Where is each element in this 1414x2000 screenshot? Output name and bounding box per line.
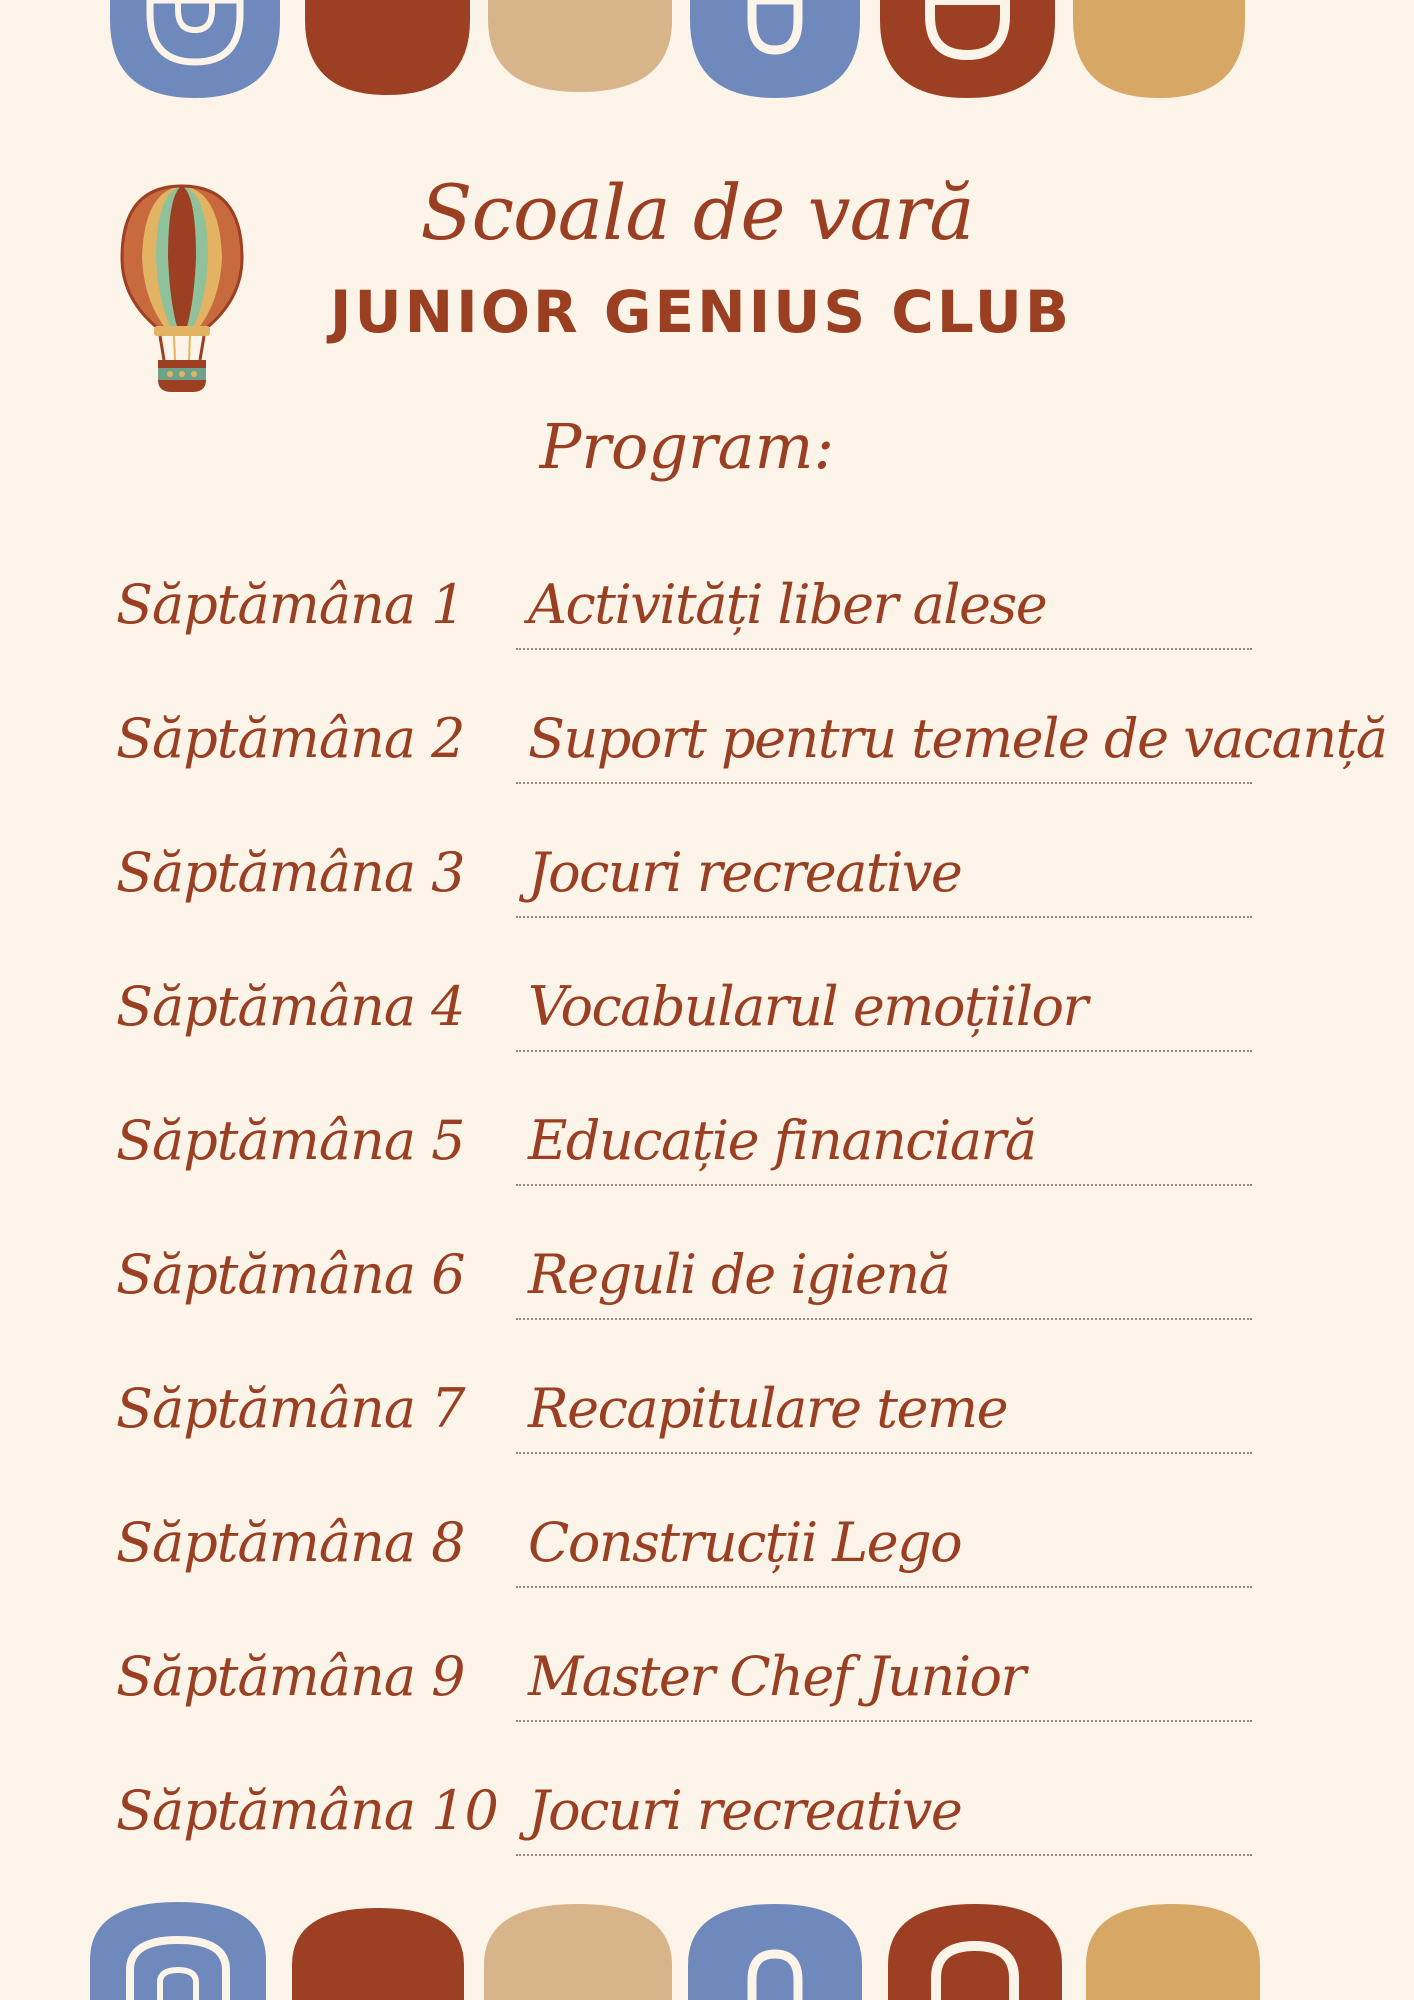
activity-label: Activități liber alese bbox=[528, 573, 1047, 636]
program-heading: Program: bbox=[539, 410, 835, 483]
activity-label: Recapitulare teme bbox=[528, 1377, 1008, 1440]
dotted-divider bbox=[516, 1720, 1252, 1722]
week-label: Săptămâna 1 bbox=[116, 573, 465, 636]
schedule-row bbox=[0, 704, 1414, 784]
schedule-row bbox=[0, 1374, 1414, 1454]
bottom-decorative-border bbox=[0, 1870, 1414, 2000]
rust-semicircle-shape bbox=[305, 0, 470, 95]
mustard-semicircle-shape bbox=[1073, 0, 1245, 98]
dotted-divider bbox=[516, 916, 1252, 918]
dotted-divider bbox=[516, 1050, 1252, 1052]
sand-semicircle-shape bbox=[484, 1904, 672, 2000]
activity-label: Reguli de igienă bbox=[528, 1243, 950, 1306]
schedule-row bbox=[0, 838, 1414, 918]
school-title: Scoala de vară bbox=[420, 168, 974, 257]
blue-arch-shape bbox=[110, 0, 280, 98]
dotted-divider bbox=[516, 1452, 1252, 1454]
schedule-row bbox=[0, 1776, 1414, 1856]
schedule-row bbox=[0, 1106, 1414, 1186]
schedule-row bbox=[0, 972, 1414, 1052]
dotted-divider bbox=[516, 1586, 1252, 1588]
schedule-row bbox=[0, 1642, 1414, 1722]
activity-label: Jocuri recreative bbox=[528, 1779, 962, 1842]
week-label: Săptămâna 6 bbox=[116, 1243, 465, 1306]
activity-label: Master Chef Junior bbox=[528, 1645, 1025, 1708]
rust-ring-shape bbox=[888, 1904, 1062, 2000]
mustard-semicircle-shape bbox=[1086, 1904, 1260, 2000]
week-label: Săptămâna 3 bbox=[116, 841, 465, 904]
activity-label: Vocabularul emoțiilor bbox=[528, 975, 1087, 1038]
activity-label: Construcții Lego bbox=[528, 1511, 962, 1574]
week-label: Săptămâna 7 bbox=[116, 1377, 465, 1440]
blue-ring-shape bbox=[690, 0, 860, 98]
week-label: Săptămâna 2 bbox=[116, 707, 465, 770]
sand-semicircle-shape bbox=[488, 0, 672, 92]
schedule-row bbox=[0, 1240, 1414, 1320]
activity-label: Educație financiară bbox=[528, 1109, 1036, 1172]
week-label: Săptămâna 5 bbox=[116, 1109, 465, 1172]
week-label: Săptămâna 9 bbox=[116, 1645, 465, 1708]
week-label: Săptămâna 8 bbox=[116, 1511, 465, 1574]
dotted-divider bbox=[516, 782, 1252, 784]
dotted-divider bbox=[516, 1318, 1252, 1320]
rust-ring-shape bbox=[880, 0, 1055, 98]
activity-label: Jocuri recreative bbox=[528, 841, 962, 904]
top-decorative-border bbox=[0, 0, 1414, 130]
week-label: Săptămâna 10 bbox=[116, 1779, 498, 1842]
bottom-shapes bbox=[0, 1870, 1414, 2000]
dotted-divider bbox=[516, 1854, 1252, 1856]
blue-ring-shape bbox=[688, 1904, 862, 2000]
schedule-row bbox=[0, 570, 1414, 650]
dotted-divider bbox=[516, 648, 1252, 650]
blue-arch-shape bbox=[90, 1902, 266, 2000]
rust-semicircle-shape bbox=[292, 1908, 464, 2000]
week-label: Săptămâna 4 bbox=[116, 975, 465, 1038]
dotted-divider bbox=[516, 1184, 1252, 1186]
club-name: JUNIOR GENIUS CLUB bbox=[329, 278, 1073, 346]
top-shapes bbox=[0, 0, 1414, 130]
schedule-row bbox=[0, 1508, 1414, 1588]
activity-label: Suport pentru temele de vacanță bbox=[528, 707, 1387, 770]
